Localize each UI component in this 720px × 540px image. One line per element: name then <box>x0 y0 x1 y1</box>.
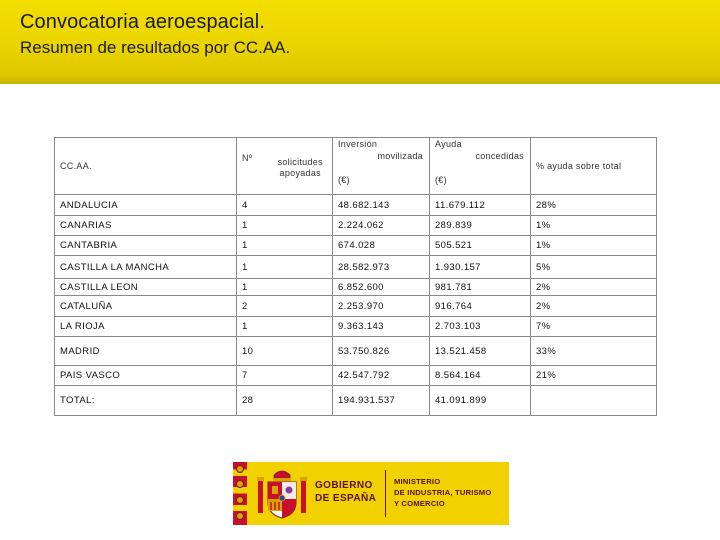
cell-inversion: 2.253.970 <box>333 296 430 317</box>
cell-num: 1 <box>237 317 264 337</box>
header-ayuda: Ayuda concedidas (€) <box>430 138 531 195</box>
cell-inversion: 2.224.062 <box>333 216 430 236</box>
cell-empty <box>264 366 333 386</box>
cell-empty <box>264 386 333 416</box>
cell-pct: 2% <box>531 279 657 296</box>
logo-divider <box>385 470 386 517</box>
gobierno-text: GOBIERNO DE ESPAÑA <box>315 480 377 504</box>
cell-pct: 1% <box>531 216 657 236</box>
cell-ayuda: 41.091.899 <box>430 386 531 416</box>
cell-pct: 33% <box>531 337 657 366</box>
page-title: Convocatoria aeroespacial. <box>20 11 265 33</box>
cell-pct: 5% <box>531 256 657 279</box>
cell-ccaa: LA RIOJA <box>55 317 237 337</box>
header-pct: % ayuda sobre total <box>531 138 657 195</box>
cell-num: 4 <box>237 195 264 216</box>
table-row <box>55 236 657 256</box>
results-table <box>54 137 657 416</box>
cell-num: 1 <box>237 256 264 279</box>
table-row <box>55 195 657 216</box>
cell-ccaa: TOTAL: <box>55 386 237 416</box>
cell-empty <box>264 337 333 366</box>
cell-pct: 28% <box>531 195 657 216</box>
cell-ayuda: 8.564.164 <box>430 366 531 386</box>
cell-ccaa: PAIS VASCO <box>55 366 237 386</box>
gobierno-logo <box>233 462 509 525</box>
cell-num: 28 <box>237 386 264 416</box>
header-solicitudes: solicitudes apoyadas <box>264 138 333 195</box>
coat-of-arms-icon <box>256 467 308 521</box>
table-row <box>55 279 657 296</box>
cell-ccaa: MADRID <box>55 337 237 366</box>
cell-ayuda: 1.930.157 <box>430 256 531 279</box>
flag-stripe-icon <box>233 462 247 525</box>
cell-ayuda: 505.521 <box>430 236 531 256</box>
cell-empty <box>264 236 333 256</box>
cell-empty <box>264 216 333 236</box>
cell-pct: 1% <box>531 236 657 256</box>
cell-ayuda: 11.679.112 <box>430 195 531 216</box>
cell-ayuda: 289.839 <box>430 216 531 236</box>
table-row <box>55 296 657 317</box>
title-banner <box>0 0 720 84</box>
cell-num: 1 <box>237 279 264 296</box>
cell-pct: 7% <box>531 317 657 337</box>
cell-inversion: 6.852.600 <box>333 279 430 296</box>
cell-ccaa: CASTILLA LA MANCHA <box>55 256 237 279</box>
cell-empty <box>264 296 333 317</box>
cell-inversion: 53.750.826 <box>333 337 430 366</box>
cell-inversion: 42.547.792 <box>333 366 430 386</box>
cell-ccaa: ANDALUCIA <box>55 195 237 216</box>
table-header-row <box>55 138 657 195</box>
cell-num: 1 <box>237 236 264 256</box>
cell-ccaa: CANTABRIA <box>55 236 237 256</box>
cell-inversion: 48.682.143 <box>333 195 430 216</box>
page-subtitle: Resumen de resultados por CC.AA. <box>20 38 291 57</box>
cell-inversion: 194.931.537 <box>333 386 430 416</box>
cell-num: 1 <box>237 216 264 236</box>
cell-empty <box>264 195 333 216</box>
cell-empty <box>264 279 333 296</box>
cell-ccaa: CASTILLA LEON <box>55 279 237 296</box>
cell-empty <box>264 317 333 337</box>
cell-num: 2 <box>237 296 264 317</box>
table-row <box>55 216 657 236</box>
table-row <box>55 337 657 366</box>
cell-inversion: 9.363.143 <box>333 317 430 337</box>
table-row <box>55 256 657 279</box>
cell-pct: 2% <box>531 296 657 317</box>
cell-ayuda: 2.703.103 <box>430 317 531 337</box>
cell-num: 7 <box>237 366 264 386</box>
cell-num: 10 <box>237 337 264 366</box>
cell-ccaa: CANARIAS <box>55 216 237 236</box>
cell-ccaa: CATALUÑA <box>55 296 237 317</box>
cell-ayuda: 981.781 <box>430 279 531 296</box>
table-total-row <box>55 386 657 416</box>
ministerio-text: MINISTERIO DE INDUSTRIA, TURISMO Y COMERCIO <box>394 477 492 508</box>
header-ccaa: CC.AA. <box>55 138 237 195</box>
cell-ayuda: 13.521.458 <box>430 337 531 366</box>
header-num: Nº <box>237 138 264 195</box>
table-row <box>55 317 657 337</box>
cell-empty <box>264 256 333 279</box>
cell-inversion: 674.028 <box>333 236 430 256</box>
header-inversion: Inversión movilizada (€) <box>333 138 430 195</box>
cell-ayuda: 916.764 <box>430 296 531 317</box>
cell-pct <box>531 386 657 416</box>
cell-inversion: 28.582.973 <box>333 256 430 279</box>
cell-pct: 21% <box>531 366 657 386</box>
table-row <box>55 366 657 386</box>
